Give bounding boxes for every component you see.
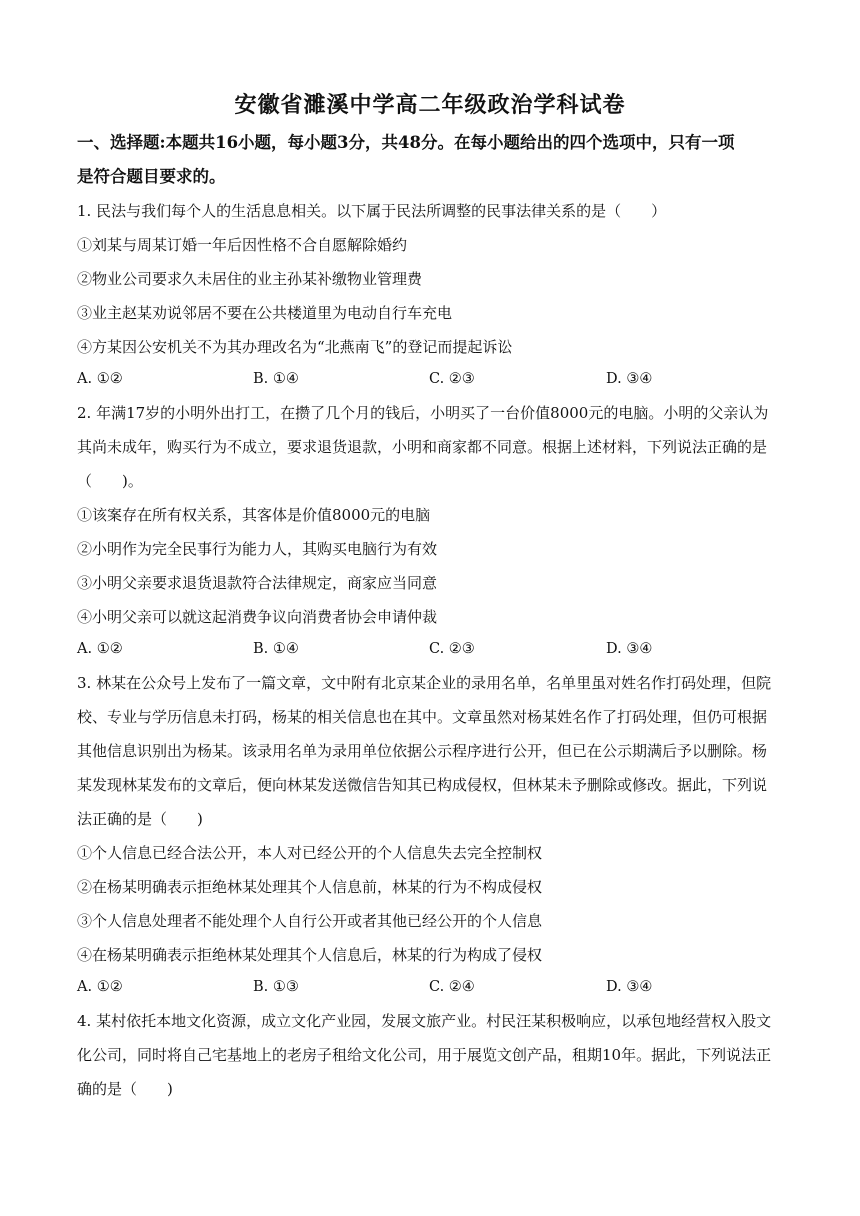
question-stem-line: 法正确的是（ ) bbox=[77, 810, 203, 828]
option-b[interactable]: B. ①④ bbox=[253, 371, 299, 387]
option-d[interactable]: D. ③④ bbox=[606, 641, 653, 657]
question-stem-line: 某发现林某发布的文章后，便向林某发送微信告知其已构成侵权，但林某未予删除或修改。据此，下列说 bbox=[77, 776, 768, 794]
statement-item: ④在杨某明确表示拒绝林某处理其个人信息后，林某的行为构成了侵权 bbox=[77, 946, 543, 964]
statement-item: ④小明父亲可以就这起消费争议向消费者协会申请仲裁 bbox=[77, 608, 438, 626]
question-stem-line: 确的是（ ) bbox=[77, 1080, 173, 1098]
question-stem-line: （ )。 bbox=[77, 472, 143, 490]
question-stem-line: 3. 林某在公众号上发布了一篇文章，文中附有北京某企业的录用名单，名单里虽对姓名作打码处理，但院 bbox=[77, 674, 772, 692]
question-stem-line: 4. 某村依托本地文化资源，成立文化产业园，发展文旅产业。村民汪某积极响应，以承包地经营权入股文 bbox=[77, 1012, 772, 1030]
section-heading bbox=[77, 126, 783, 194]
statement-item: ②在杨某明确表示拒绝林某处理其个人信息前，林某的行为不构成侵权 bbox=[77, 878, 543, 896]
statement-item: ②小明作为完全民事行为能力人，其购买电脑行为有效 bbox=[77, 540, 438, 558]
question-stem-line: 其他信息识别出为杨某。该录用名单为录用单位依据公示程序进行公开，但已在公示期满后予以删除。杨 bbox=[77, 742, 768, 760]
question-2 bbox=[77, 396, 783, 634]
question-4 bbox=[77, 1004, 783, 1106]
question-3-options bbox=[77, 970, 783, 1004]
question-1 bbox=[77, 194, 783, 364]
option-d[interactable]: D. ③④ bbox=[606, 371, 653, 387]
option-a[interactable]: A. ①② bbox=[77, 641, 123, 657]
statement-item: ④方某因公安机关不为其办理改名为“北燕南飞”的登记而提起诉讼 bbox=[77, 338, 513, 356]
page-title: 安徽省濉溪中学高二年级政治学科试卷 bbox=[234, 92, 626, 118]
question-stem-line: 校、专业与学历信息未打码，杨某的相关信息也在其中。文章虽然对杨某姓名作了打码处理，但仍可根据 bbox=[77, 708, 768, 726]
option-a[interactable]: A. ①② bbox=[77, 371, 123, 387]
statement-item: ③小明父亲要求退货退款符合法律规定，商家应当同意 bbox=[77, 574, 438, 592]
question-stem-line: 化公司，同时将自己宅基地上的老房子租给文化公司，用于展览文创产品，租期10年。据此，下列说法正 bbox=[77, 1046, 772, 1064]
section-heading-line: 是符合题目要求的。 bbox=[77, 167, 226, 186]
option-b[interactable]: B. ①③ bbox=[253, 979, 299, 995]
option-b[interactable]: B. ①④ bbox=[253, 641, 299, 657]
question-1-options bbox=[77, 362, 783, 396]
statement-item: ③个人信息处理者不能处理个人自行公开或者其他已经公开的个人信息 bbox=[77, 912, 543, 930]
question-stem-line: 2. 年满17岁的小明外出打工，在攒了几个月的钱后，小明买了一台价值8000元的电脑。小明的父亲认为 bbox=[77, 404, 769, 422]
statement-item: ②物业公司要求久未居住的业主孙某补缴物业管理费 bbox=[77, 270, 423, 288]
option-d[interactable]: D. ③④ bbox=[606, 979, 653, 995]
option-c[interactable]: C. ②③ bbox=[429, 371, 475, 387]
question-stem-line: 其尚未成年，购买行为不成立，要求退货退款，小明和商家都不同意。根据上述材料，下列说法正确的是 bbox=[77, 438, 768, 456]
question-stem-line: 1. 民法与我们每个人的生活息息相关。以下属于民法所调整的民事法律关系的是（ ） bbox=[77, 202, 667, 220]
statement-item: ①该案存在所有权关系，其客体是价值8000元的电脑 bbox=[77, 506, 431, 524]
statement-item: ③业主赵某劝说邻居不要在公共楼道里为电动自行车充电 bbox=[77, 304, 453, 322]
option-c[interactable]: C. ②③ bbox=[429, 641, 475, 657]
statement-item: ①个人信息已经合法公开，本人对已经公开的个人信息失去完全控制权 bbox=[77, 844, 543, 862]
option-a[interactable]: A. ①② bbox=[77, 979, 123, 995]
section-heading-line: 一、选择题:本题共16小题，每小题3分，共48分。在每小题给出的四个选项中，只有一项 bbox=[77, 133, 735, 152]
question-2-options bbox=[77, 632, 783, 666]
statement-item: ①刘某与周某订婚一年后因性格不合自愿解除婚约 bbox=[77, 236, 408, 254]
option-c[interactable]: C. ②④ bbox=[429, 979, 475, 995]
question-3 bbox=[77, 666, 783, 972]
